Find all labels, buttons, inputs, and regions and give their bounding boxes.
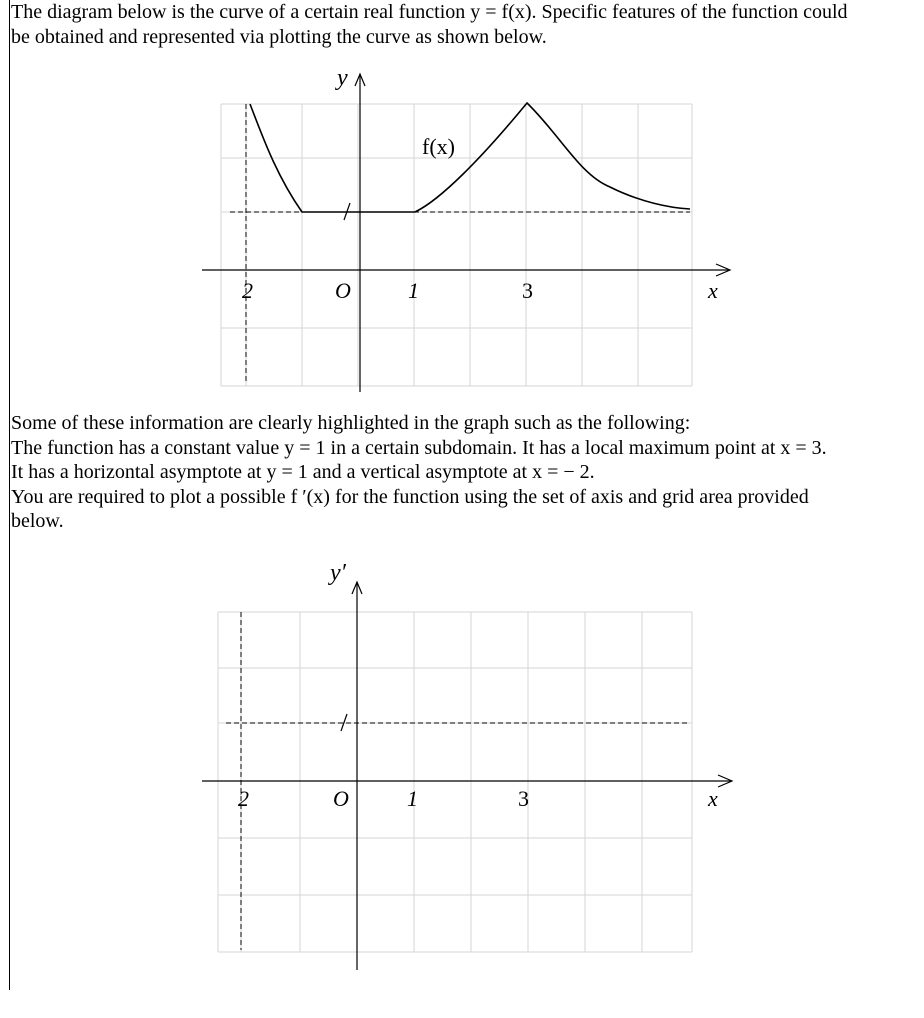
graph-f-y-label: y [337, 65, 348, 91]
graph-f-origin-label: O [335, 278, 351, 303]
description-line-5: below. [11, 510, 64, 532]
graph-f-prime-tick-label-three: 3 [518, 786, 529, 811]
description-line-4: You are required to plot a possible f ′(x) for the function using the set of axis and grid area provided [11, 485, 809, 508]
graph-f-prime-tick-label-neg-two: 2 [238, 786, 249, 811]
graph-f-prime-y-label: y′ [330, 560, 346, 586]
graph-f-tick-label-neg-two: 2 [242, 278, 253, 303]
graph-f-prime-tick-label-one: 1 [407, 786, 418, 811]
graph-f-prime-grid [218, 612, 692, 952]
graph-f-x-label: x [708, 278, 718, 303]
graph-f-prime-x-label: x [708, 786, 718, 811]
graph-f-tick-label-one: 1 [408, 278, 419, 303]
description-line-2: The function has a constant value y = 1 in a certain subdomain. It has a local maximum point at x = 3. [11, 436, 827, 459]
description-line-3: It has a horizontal asymptote at y = 1 and a vertical asymptote at x = − 2. [11, 461, 595, 483]
intro-line-2: be obtained and represented via plotting the curve as shown below. [11, 25, 547, 48]
graph-f-prime-origin-label: O [333, 786, 349, 811]
graph-f-tick-label-three: 3 [522, 278, 533, 303]
intro-line-1: The diagram below is the curve of a certain real function y = f(x). Specific features of the function could [11, 1, 848, 23]
description-line-1: Some of these information are clearly highlighted in the graph such as the following: [11, 412, 691, 434]
graph-f-function-label: f(x) [422, 134, 455, 159]
